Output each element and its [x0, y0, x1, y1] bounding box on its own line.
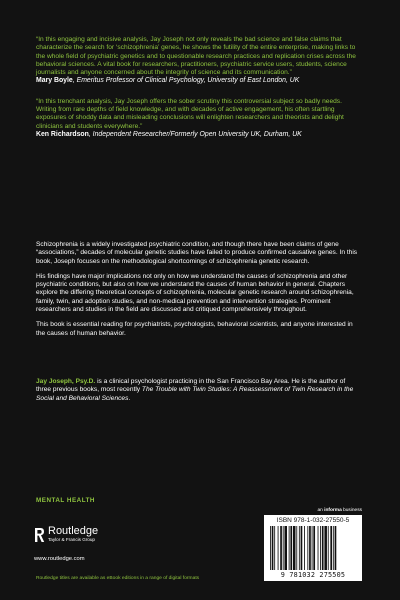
- description-paragraph: His findings have major implications not only on how we understand the causes of schizophrenia and other psychiatric conditions, but also on how we understand the causes of human behavior in general. Chapters explore the differing theoretical concepts of schizophrenia, molecular genetic research around schizophrenia, family, twin, and adoption studies, and non-medical prevention and intervention strategies. Prominent researchers and studies in the field are discussed and critiqued comprehensively throughout.: [36, 272, 354, 314]
- endorser-name: Mary Boyle: [36, 77, 73, 85]
- author-name: Jay Joseph, Psy.D.: [36, 378, 96, 385]
- publisher-logo: [48, 525, 98, 543]
- publisher-group: Taylor & Francis Group: [48, 537, 95, 542]
- informa-prefix: an: [317, 508, 325, 513]
- description-paragraph: This book is essential reading for psychiatrists, psychologists, behavioral scientists, and anyone interested in the causes of human behavior.: [36, 321, 353, 337]
- publisher-website: www.routledge.com: [34, 556, 85, 562]
- subject-category: MENTAL HEALTH: [36, 497, 95, 504]
- endorsements-section: [36, 36, 362, 151]
- ebook-note: Routledge titles are available as eBook editions in a range of digital formats: [36, 576, 200, 581]
- endorser-credit: [36, 131, 362, 139]
- barcode-icon: [270, 526, 356, 570]
- author-bio: [36, 378, 362, 403]
- author-bio-end: .: [128, 394, 131, 402]
- isbn-label: ISBN 978-1-032-27550-5: [276, 517, 350, 524]
- description-paragraph: Schizophrenia is a widely investigated psychiatric condition, and though there have been claims of gene “associations,” decades of molecular genetic studies have failed to produce confirmed causative genes. In this book, Joseph focuses on the methodological shortcomings of schizophrenia genetic research.: [36, 241, 358, 265]
- endorser-affiliation: , Emeritus Professor of Clinical Psychology, University of East London, UK: [72, 77, 300, 85]
- informa-tagline: [266, 508, 362, 514]
- barcode-digits: 9 781032 275505: [280, 571, 346, 579]
- endorsement-quote: “In this trenchant analysis, Jay Joseph offers the sober scrutiny this controversial subject so badly needs. Writing from rare depths of field knowledge, and with decades of active engagement, his often startling exposures of shoddy data and misleading conclusions will enlighten researchers and theorists and delight clinicians and students everywhere.”: [36, 97, 344, 130]
- author-bio-text: is a clinical psychologist practicing in the San Francisco Bay Area. He is the author of three previous books, most recently: [36, 378, 346, 394]
- book-description: [36, 241, 362, 345]
- endorser-credit: [36, 77, 362, 85]
- routledge-logo-icon: [34, 527, 45, 543]
- endorsement-quote: “In this engaging and incisive analysis, Jay Joseph not only reveals the bad science and false claims that characterize the search for ‘schizophrenia’ genes, he shows the futility of the entire enterprise, making links to the whole field of psychiatric genetics and to questionable research practices and replication crises across the behavioral sciences. A vital book for researchers, practitioners, psychiatric service users, students, science journalists and anyone concerned about the integrity of science and its communication.”: [36, 36, 356, 77]
- barcode-panel: [264, 515, 362, 581]
- endorser-affiliation: , Independent Researcher/Formerly Open University UK, Durham, UK: [88, 130, 302, 138]
- author-previous-book-title: The Trouble with Twin Studies: A Reassessment of Twin Research in the Social and Behavioral Sciences: [36, 386, 354, 402]
- endorser-name: Ken Richardson: [36, 130, 89, 138]
- informa-suffix: business: [341, 508, 362, 513]
- informa-brand: informa: [324, 508, 342, 513]
- publisher-name: Routledge: [48, 525, 99, 537]
